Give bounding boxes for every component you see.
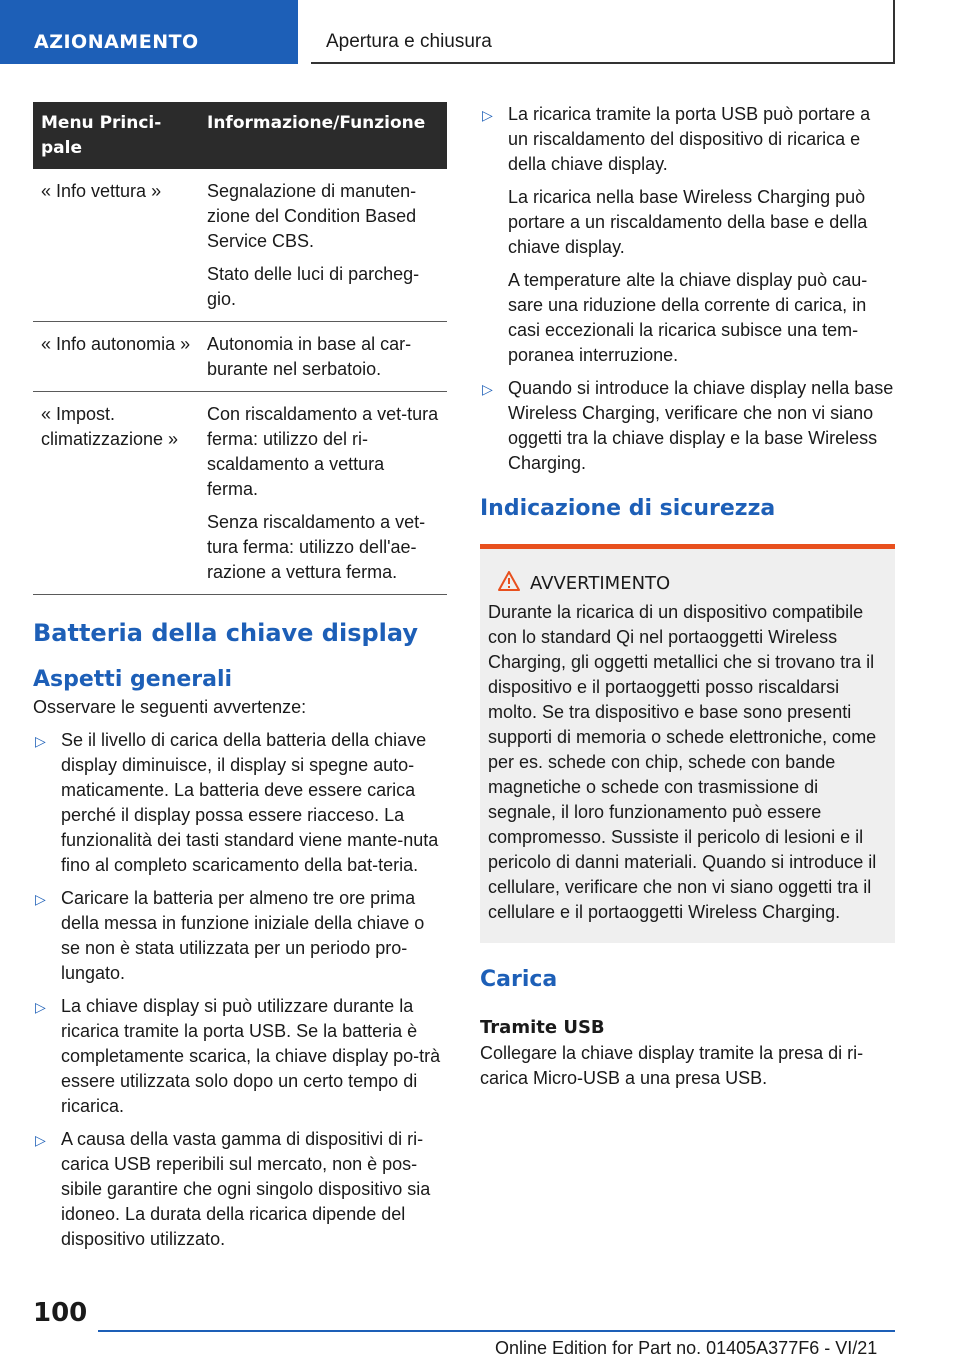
chapter-title: Apertura e chiusura — [326, 31, 492, 52]
list-item — [33, 994, 447, 1119]
triangle-bullet-icon: ▷ — [35, 891, 46, 907]
info-text: Con riscaldamento a vet-tura ferma: utilizzo del ri-scaldamento a vettura ferma. — [207, 404, 439, 499]
table-cell-info — [199, 169, 447, 322]
list-item — [33, 886, 447, 986]
left-column — [33, 102, 447, 1260]
section-title: AZIONAMENTO — [34, 31, 199, 53]
table-cell-info — [199, 322, 447, 392]
charging-bullet-list — [480, 102, 895, 476]
menu-table — [33, 102, 447, 595]
edition-text: Online Edition for Part no. 01405A377F6 - VI/21 — [495, 1338, 878, 1358]
bullet-text: Caricare la batteria per almeno tre ore prima della messa in funzione iniziale della chiave o se non è stata utilizzata per un periodo pro-lungato. — [61, 888, 425, 983]
safety-heading: Indicazione di sicurezza — [480, 496, 776, 521]
warning-triangle-icon — [498, 571, 520, 596]
table-cell-menu: « Impost. climatizzazione » — [33, 392, 199, 595]
table-row — [33, 169, 447, 322]
info-text: Autonomia in base al car-burante nel serbatoio. — [207, 334, 412, 379]
warning-text: Durante la ricarica di un dispositivo compatibile con lo standard Qi nel portaoggetti Wireless Charging, gli oggetti metallici che si trovano tra il dispositivo e il portaoggetti posso riscaldarsi molto. Se tra dispositivo e base sono presenti supporti di memoria o schede elettroniche, come per es. schede con chip, schede con bande magnetiche o schede con trasmissione di segnale, il loro funzionamento può essere compromesso. Sussiste il pericolo di lesioni e il pericolo di danni materiali. Quando si introduce il cellulare, verificare che non vi siano oggetti tra il cellulare e il portaoggetti Wireless Charging. — [488, 602, 877, 922]
table-row — [33, 322, 447, 392]
table-row — [33, 392, 447, 595]
triangle-bullet-icon: ▷ — [482, 107, 493, 123]
warning-title — [488, 571, 887, 596]
battery-heading: Batteria della chiave display — [33, 619, 418, 647]
list-item — [480, 102, 895, 368]
list-item — [33, 1127, 447, 1252]
table-cell-menu: « Info vettura » — [33, 169, 199, 322]
bullet-text: La ricarica tramite la porta USB può portare a un riscaldamento del dispositivo di ricarica e della chiave display. — [508, 104, 871, 174]
info-text: Stato delle luci di parcheg-gio. — [207, 264, 420, 309]
bullet-text: Se il livello di carica della batteria della chiave display diminuisce, il display si spegne auto-maticamente. La batteria deve essere carica perché il display possa essere riacceso. La funzionalità dei tasti standard viene mante-nuta fino al completo scaricamento della bat-teria. — [61, 730, 439, 875]
triangle-bullet-icon: ▷ — [35, 733, 46, 749]
info-text: Segnalazione di manuten-zione del Condition Based Service CBS. — [207, 181, 417, 251]
table-header-menu: Menu Princi- pale — [33, 102, 199, 169]
warning-label: AVVERTIMENTO — [530, 573, 671, 594]
bullet-text: Quando si introduce la chiave display nella base Wireless Charging, verificare che non vi siano oggetti tra la chiave display e la base Wireless Charging. — [508, 378, 894, 473]
bullet-text: La ricarica nella base Wireless Charging può portare a un riscaldamento della base e della chiave display. — [508, 187, 868, 257]
info-text: Senza riscaldamento a vet-tura ferma: utilizzo dell'ae-razione a vettura ferma. — [207, 512, 426, 582]
table-header-info: Informazione/Funzione — [199, 102, 447, 169]
list-item — [480, 376, 895, 476]
section-tab — [0, 0, 298, 64]
bullet-text: A causa della vasta gamma di dispositivi di ri-carica USB reperibili sul mercato, non è pos-sibile garantire che ogni singolo dispositivo sia idoneo. La durata della ricarica dipende del dispositivo utilizzato. — [61, 1129, 431, 1249]
triangle-bullet-icon: ▷ — [35, 1132, 46, 1148]
battery-intro: Osservare le seguenti avvertenze: — [33, 697, 307, 717]
bullet-text: La chiave display si può utilizzare durante la ricarica tramite la porta USB. Se la batteria è completamente scarica, la chiave display po-trà essere utilizzata solo dopo un certo tempo di ricarica. — [61, 996, 441, 1116]
footer-rule — [98, 1330, 895, 1332]
usb-subheading: Tramite USB — [480, 1017, 605, 1038]
page-number: 100 — [33, 1298, 88, 1328]
chapter-header — [311, 0, 895, 64]
bullet-text: A temperature alte la chiave display può cau-sare una riduzione della corrente di carica, in casi eccezionali la ricarica subisce una tem-poranea interruzione. — [508, 270, 868, 365]
table-header-row — [33, 102, 447, 169]
charge-heading: Carica — [480, 967, 558, 992]
battery-bullet-list — [33, 728, 447, 1252]
triangle-bullet-icon: ▷ — [482, 381, 493, 397]
warning-box — [480, 544, 895, 943]
list-item — [33, 728, 447, 878]
triangle-bullet-icon: ▷ — [35, 999, 46, 1015]
right-column — [480, 102, 895, 1091]
table-cell-info — [199, 392, 447, 595]
general-heading: Aspetti generali — [33, 667, 233, 692]
usb-text: Collegare la chiave display tramite la presa di ri-carica Micro-USB a una presa USB. — [480, 1043, 864, 1088]
table-cell-menu: « Info autonomia » — [33, 322, 199, 392]
